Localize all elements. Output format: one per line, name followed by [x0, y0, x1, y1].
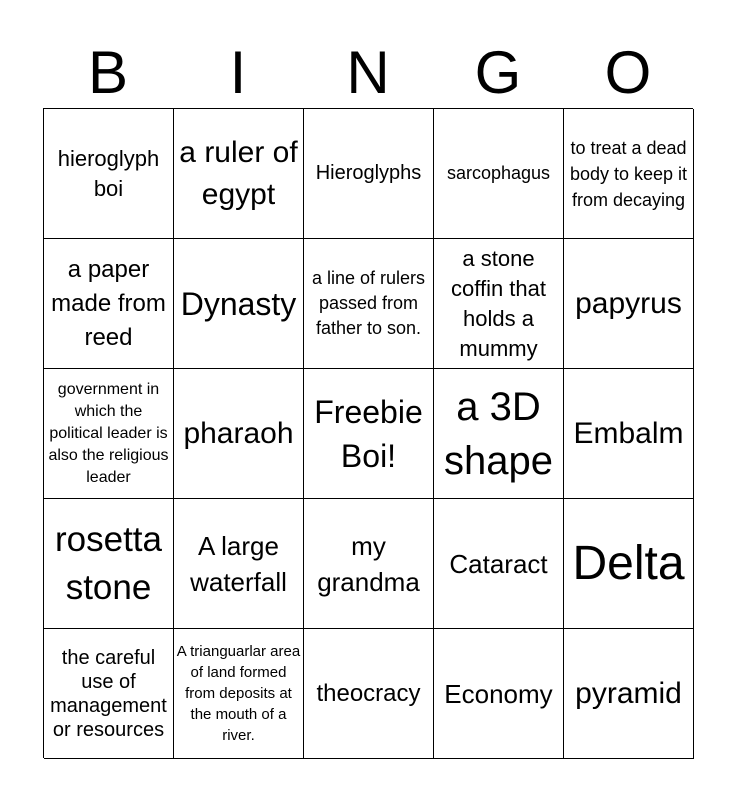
- bingo-cell-r4-c2: [174, 499, 304, 629]
- cell-text: theocracy: [316, 679, 421, 707]
- bingo-cell-r2-c2: [174, 239, 304, 369]
- bingo-cell-r3-c1: [44, 369, 174, 499]
- bingo-cell-r5-c3: [304, 629, 434, 759]
- cell-text: Hieroglyphs: [315, 162, 422, 184]
- cell-text: Embalm: [573, 416, 684, 450]
- bingo-cell-r2-c4: [434, 239, 564, 369]
- bingo-cell-r1-c1: [44, 109, 174, 239]
- bingo-cell-r5-c2: [174, 629, 304, 759]
- cell-text: Economy: [444, 678, 553, 709]
- header-letter-o: O: [604, 39, 652, 106]
- bingo-cell-r4-c1: [44, 499, 174, 629]
- bingo-cell-r4-c3: [304, 499, 434, 629]
- cell-text: a paper made from reed: [51, 255, 166, 351]
- bingo-card-grid: [43, 108, 693, 758]
- cell-text: a 3D shape: [444, 384, 553, 483]
- cell-text: Freebie Boi!: [314, 393, 423, 474]
- bingo-cell-r3-c2: [174, 369, 304, 499]
- cell-text: pyramid: [575, 676, 682, 710]
- cell-text: Delta: [572, 536, 685, 590]
- bingo-cell-r2-c1: [44, 239, 174, 369]
- bingo-cell-r5-c4: [434, 629, 564, 759]
- cell-text: Dynasty: [180, 285, 297, 322]
- bingo-cell-r1-c4: [434, 109, 564, 239]
- cell-text: rosetta stone: [55, 519, 162, 607]
- header-letter-i: I: [229, 39, 247, 106]
- bingo-cell-r4-c4: [434, 499, 564, 629]
- bingo-cell-r5-c1: [44, 629, 174, 759]
- bingo-cell-r1-c2: [174, 109, 304, 239]
- bingo-header: [43, 38, 693, 108]
- bingo-cell-r2-c3: [304, 239, 434, 369]
- cell-text: a line of rulers passed from father to son.: [311, 268, 426, 338]
- bingo-cell-r3-c5: [564, 369, 694, 499]
- cell-text: A trianguarlar area of land formed from deposits at the mouth of a river.: [176, 643, 301, 744]
- cell-text: a ruler of egypt: [179, 135, 298, 211]
- cell-text: the careful use of management or resources: [50, 646, 167, 741]
- cell-text: a stone coffin that holds a mummy: [451, 245, 546, 361]
- bingo-cell-r3-c3: [304, 369, 434, 499]
- bingo-cell-r2-c5: [564, 239, 694, 369]
- header-letter-n: N: [346, 39, 390, 106]
- cell-text: A large waterfall: [190, 530, 287, 597]
- cell-text: pharaoh: [183, 416, 294, 450]
- cell-text: government in which the political leader is also the religious leader: [48, 380, 169, 486]
- bingo-cell-r3-c4: [434, 369, 564, 499]
- bingo-cell-r5-c5: [564, 629, 694, 759]
- cell-text: hieroglyph boi: [57, 145, 160, 201]
- cell-text: to treat a dead body to keep it from decaying: [569, 137, 688, 210]
- cell-text: Cataract: [449, 548, 548, 579]
- cell-text: my grandma: [317, 530, 420, 597]
- header-letter-g: G: [474, 39, 522, 106]
- bingo-cell-r1-c5: [564, 109, 694, 239]
- bingo-cell-r1-c3: [304, 109, 434, 239]
- cell-text: papyrus: [575, 286, 682, 320]
- header-letter-b: B: [87, 39, 129, 106]
- cell-text: sarcophagus: [446, 163, 551, 183]
- bingo-cell-r4-c5: [564, 499, 694, 629]
